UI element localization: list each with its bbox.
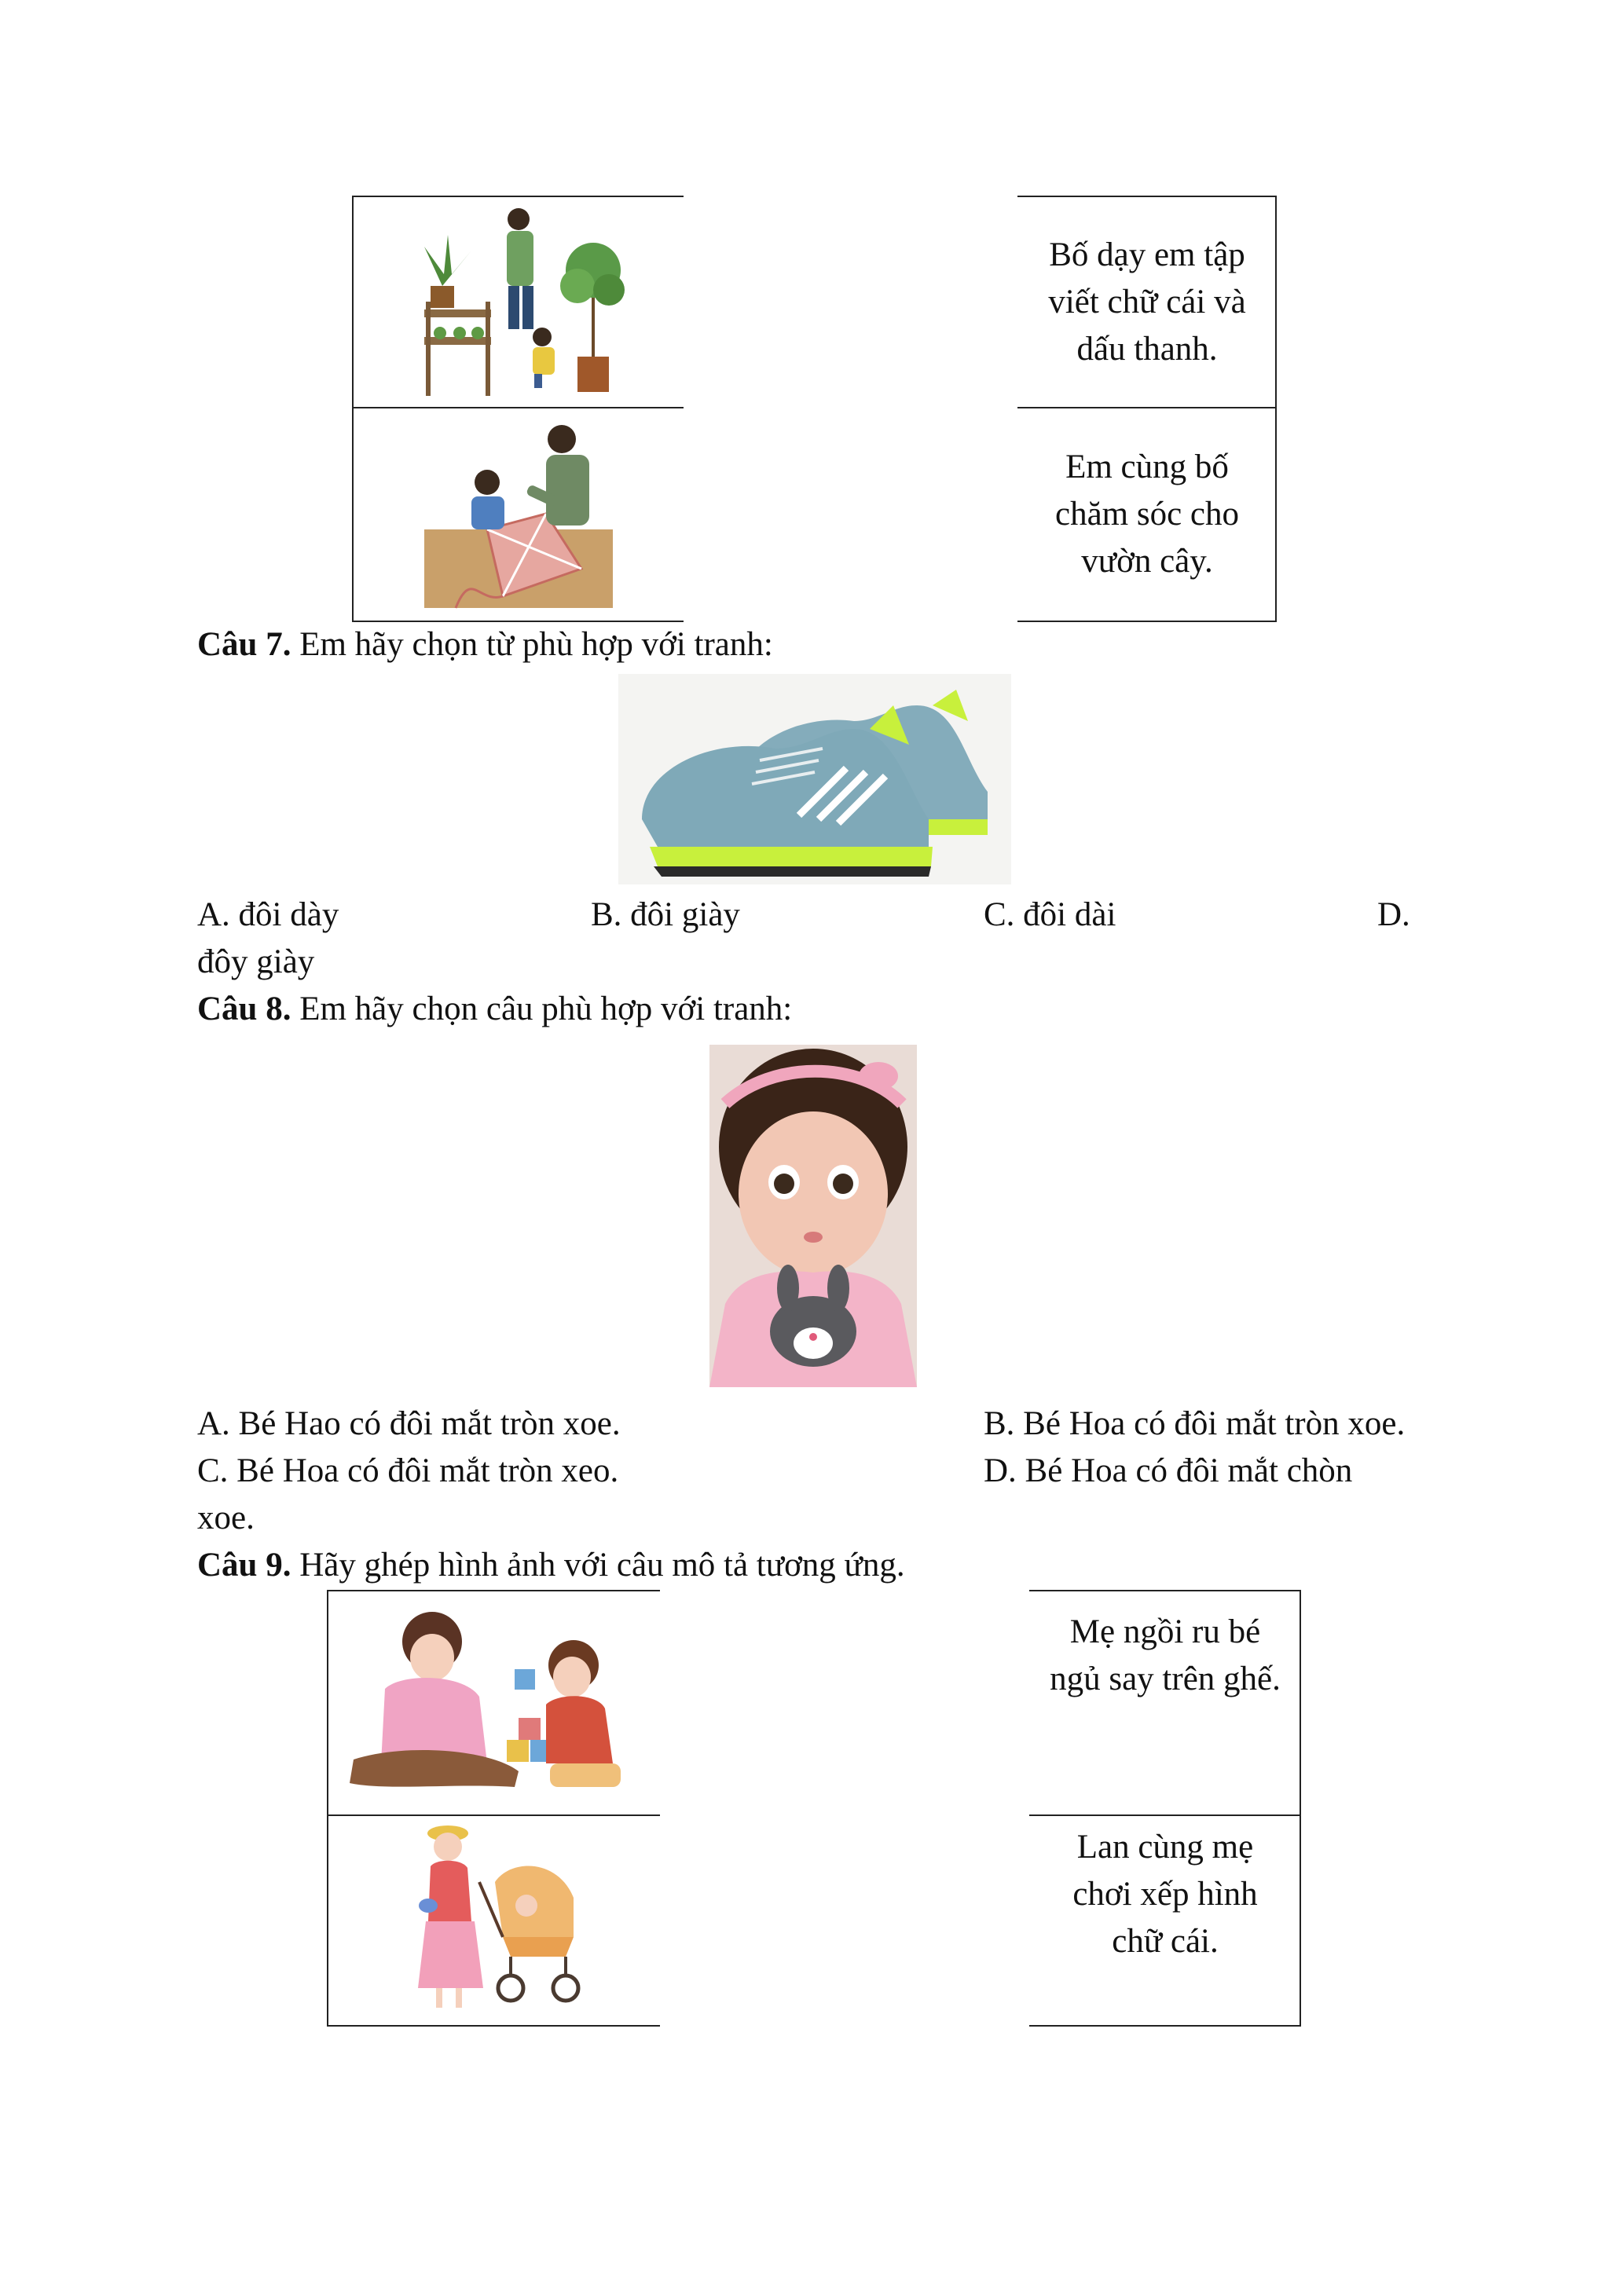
mother-girl-blocks-picture — [338, 1595, 644, 1810]
q9-heading — [197, 1542, 905, 1589]
q7-heading — [197, 621, 773, 668]
baby-girl-picture — [709, 1045, 917, 1387]
q7-option-a[interactable]: A. đôi dày — [197, 896, 339, 933]
mother-stroller-picture — [393, 1819, 589, 2020]
q6-right-cell-1[interactable]: Bố dạy em tập viết chữ cái và dấu thanh. — [1048, 236, 1246, 368]
q8-option-c[interactable]: C. Bé Hoa có đôi mắt tròn xeo. — [197, 1452, 619, 1489]
q7-option-d-prefix[interactable]: D. — [1377, 896, 1410, 933]
q9-prompt: Hãy ghép hình ảnh với câu mô tả tương ứng. — [299, 1547, 905, 1584]
q8-option-d-continuation: xoe. — [197, 1500, 255, 1536]
sneakers-picture — [618, 674, 1011, 884]
q8-option-b[interactable]: B. Bé Hoa có đôi mắt tròn xoe. — [984, 1405, 1406, 1442]
father-child-gardening-picture — [409, 200, 629, 402]
father-child-kite-picture — [409, 412, 629, 617]
q8-prompt: Em hãy chọn câu phù hợp với tranh: — [299, 991, 793, 1027]
q8-option-d[interactable]: D. Bé Hoa có đôi mắt chòn — [984, 1452, 1353, 1489]
q9-right-cell-1[interactable]: Mẹ ngồi ru bé ngủ say trên ghế. — [1050, 1613, 1281, 1697]
q7-option-d-text[interactable]: đôy giày — [197, 943, 315, 980]
q7-option-b[interactable]: B. đôi giày — [591, 896, 740, 933]
q7-prompt: Em hãy chọn từ phù hợp với tranh: — [299, 626, 773, 663]
q9-label: Câu 9. — [197, 1547, 291, 1584]
q8-heading — [197, 986, 792, 1033]
q7-label: Câu 7. — [197, 626, 291, 663]
q7-option-c[interactable]: C. đôi dài — [984, 896, 1116, 933]
q6-right-cell-2[interactable]: Em cùng bố chăm sóc cho vườn cây. — [1054, 449, 1240, 580]
q8-option-a[interactable]: A. Bé Hao có đôi mắt tròn xoe. — [197, 1405, 621, 1442]
q8-label: Câu 8. — [197, 991, 291, 1027]
q9-right-cell-2[interactable]: Lan cùng mẹ chơi xếp hình chữ cái. — [1072, 1829, 1258, 1960]
